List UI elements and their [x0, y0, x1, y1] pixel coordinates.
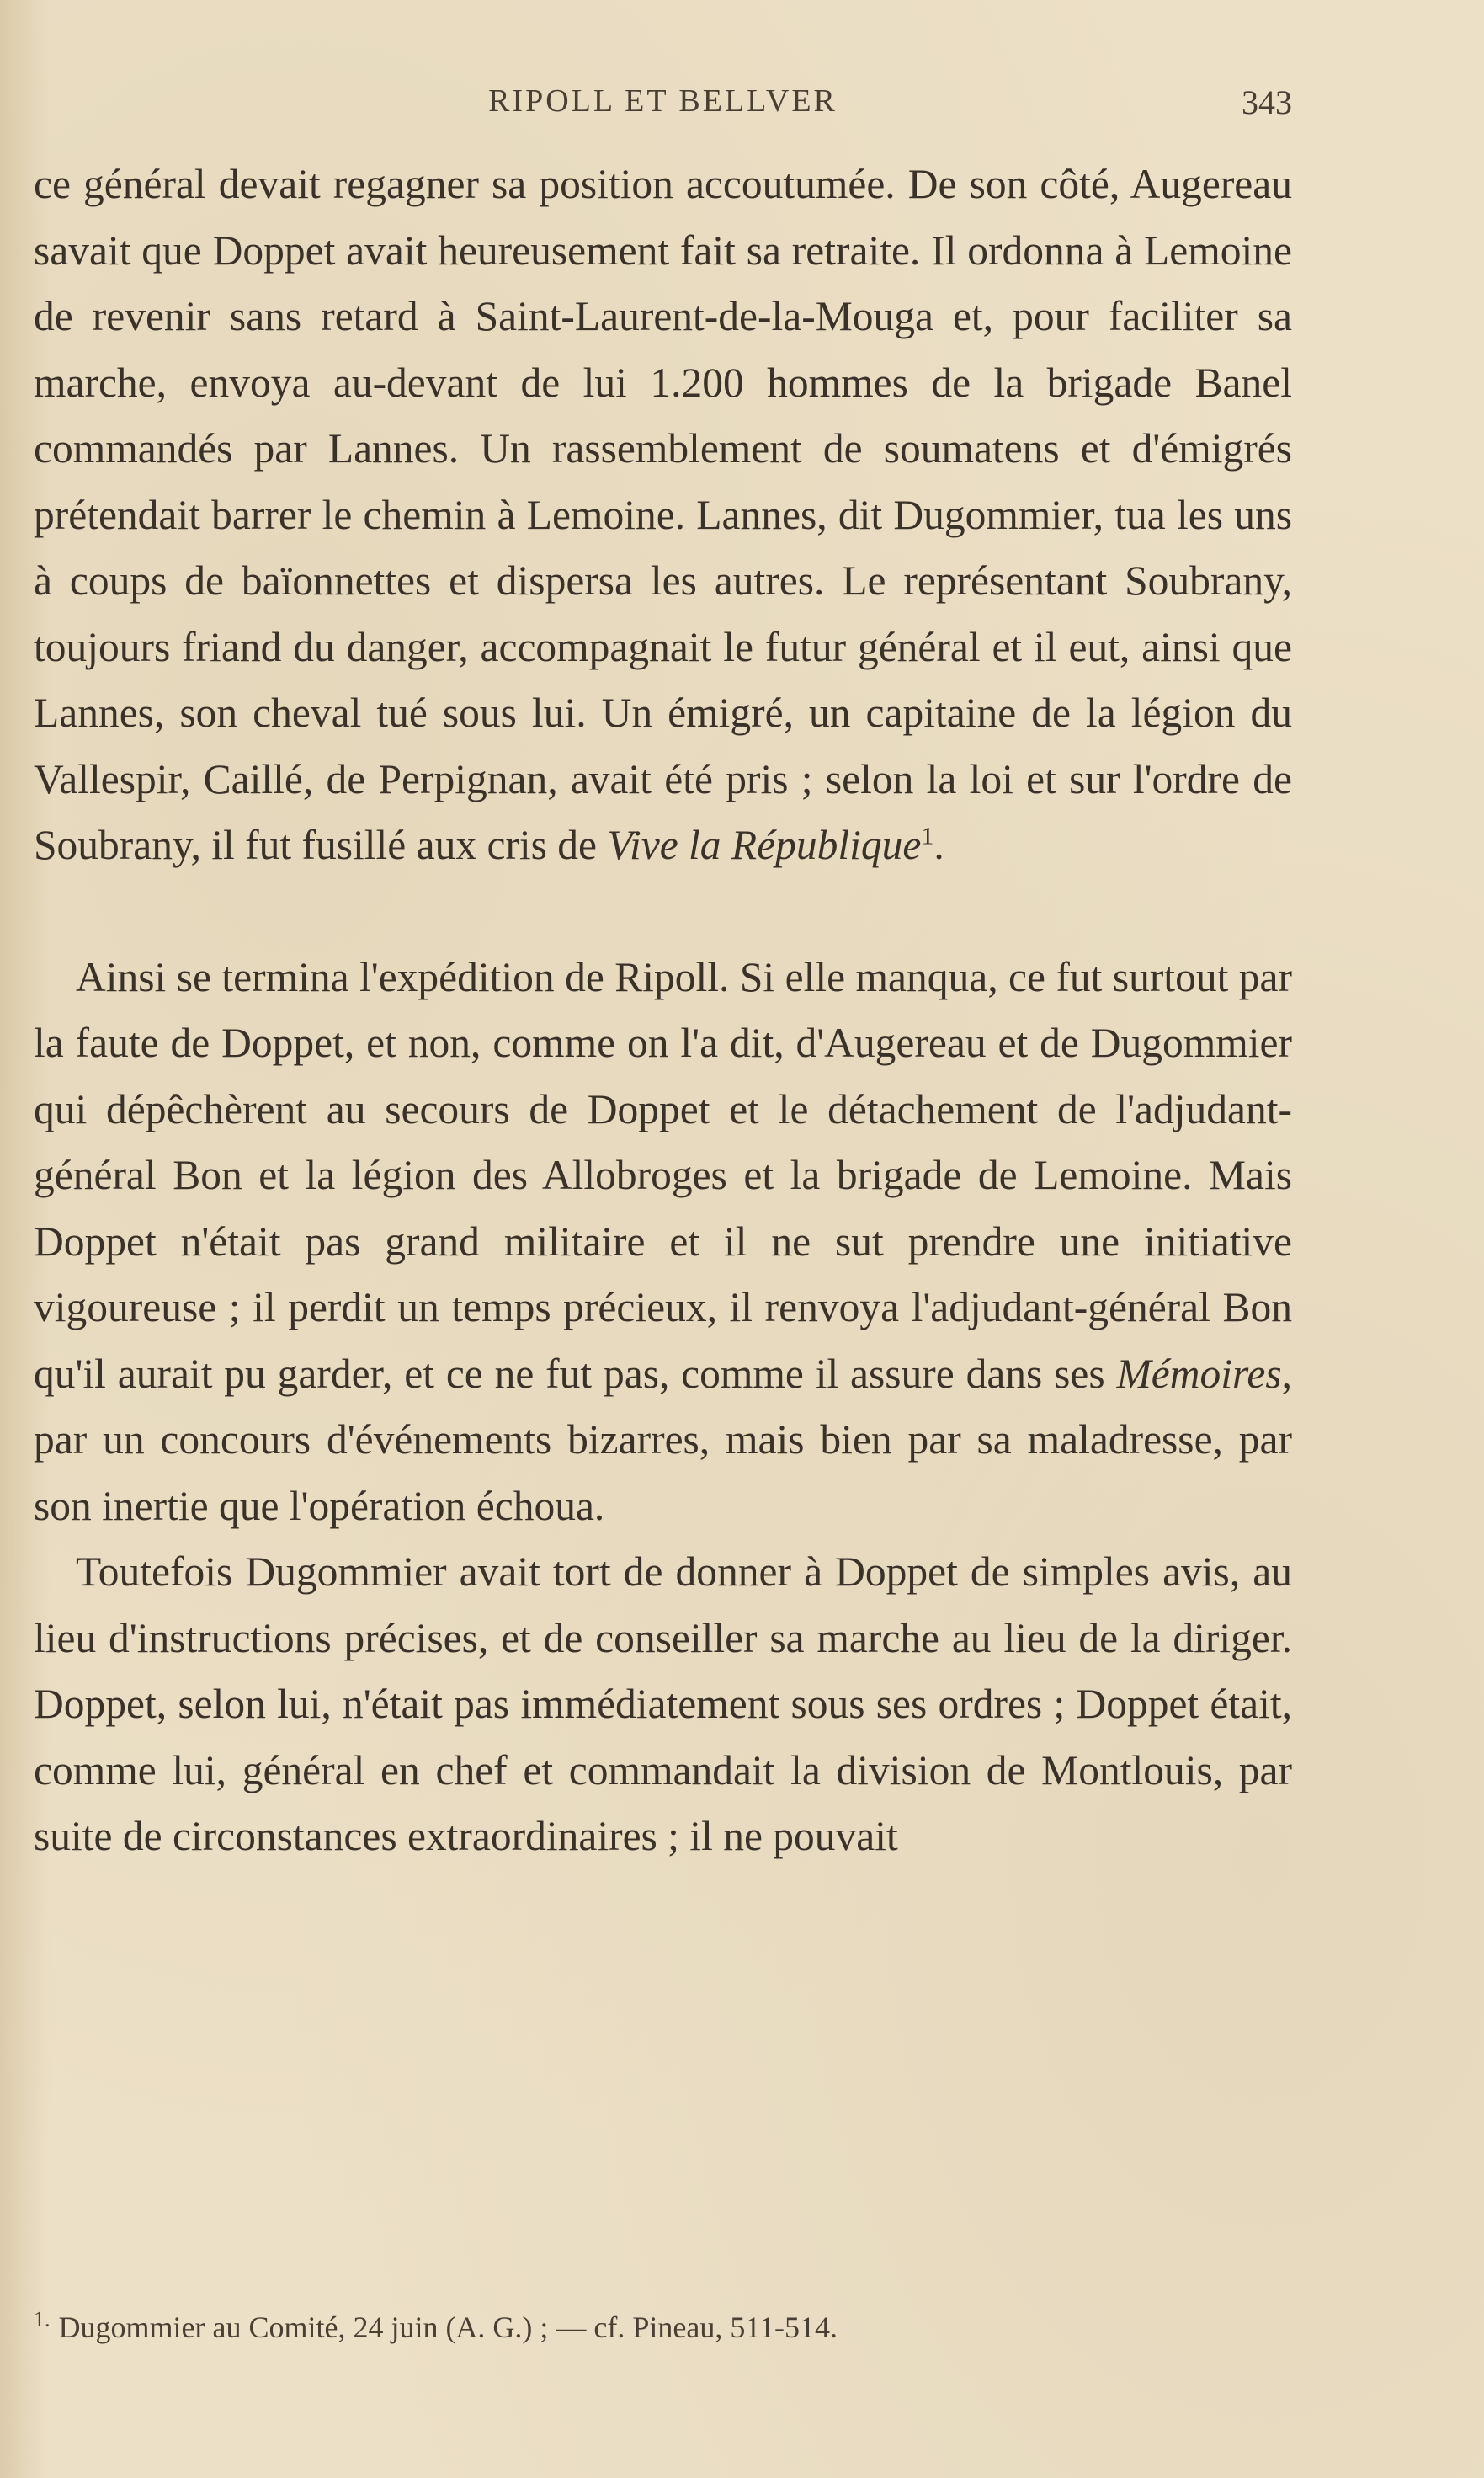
- paragraph-2: [34, 945, 1292, 1540]
- paragraph-2-text-a: Ainsi se termina l'expédition de Ripoll. Si elle manqua, ce fut surtout par la faute de Doppet, et non, comme on l'a dit, d'Augereau et de Dugommier qui dépêchèrent au secours de Doppet et le détachement de l'adjudant-général Bon et la légion des Allobroges et la brigade de Lemoine. Mais Doppet n'était pas grand militaire et il ne sut prendre une initiative vigoureuse ; il perdit un temps précieux, il renvoya l'adjudant-général Bon qu'il aurait pu garder, et ce ne fut pas, comme il assure dans ses: [34, 953, 1292, 1397]
- running-head: [34, 83, 1292, 133]
- footnote-number: 1.: [34, 2307, 51, 2331]
- footnote-text: Dugommier au Comité, 24 juin (A. G.) ; — cf. Pineau, 511-514.: [58, 2310, 838, 2344]
- paragraph-3-text: Toutefois Dugommier avait tort de donner à Doppet de simples avis, au lieu d'instructions précises, et de conseiller sa marche au lieu de la diriger. Doppet, selon lui, n'était pas immédiatement sous ses ordres ; Doppet était, comme lui, général en chef et commandait la division de Montlouis, par suite de circonstances extraordinaires ; il ne pouvait: [34, 1548, 1292, 1859]
- footnote-reference: 1: [921, 822, 934, 850]
- paragraph-2-text-b: , par un concours d'événements bizarres, mais bien par sa maladresse, par son inertie que l'opération échoua.: [34, 1350, 1292, 1529]
- footnote: [34, 2299, 1292, 2348]
- paragraph-1-text: ce général devait regagner sa position accoutumée. De son côté, Augereau savait que Doppet avait heureusement fait sa retraite. Il ordonna à Lemoine de revenir sans retard à Saint-Laurent-de-la-Mouga et, pour faciliter sa marche, envoya au-devant de lui 1.200 hommes de la brigade Banel commandés par Lannes. Un rassemblement de soumatens et d'émigrés prétendait barrer le chemin à Lemoine. Lannes, dit Dugommier, tua les uns à coups de baïonnettes et dispersa les autres. Le représentant Soubrany, toujours friand du danger, accompagnait le futur général et il eut, ainsi que Lannes, son cheval tué sous lui. Un émigré, un capitaine de la légion du Vallespir, Caillé, de Perpignan, avait été pris ; selon la loi et sur l'ordre de Soubrany, il fut fusillé aux cris de: [34, 161, 1292, 868]
- paragraph-1-italic: Vive la République: [607, 822, 922, 868]
- paragraph-3: [34, 1539, 1292, 1870]
- paragraph-2-italic: Mémoires: [1116, 1350, 1282, 1397]
- main-text: [34, 152, 1292, 1870]
- running-title: RIPOLL ET BELLVER: [488, 83, 838, 119]
- page-number: 343: [1242, 83, 1292, 121]
- paragraph-gap: [34, 879, 1292, 945]
- paragraph-1: [34, 152, 1292, 879]
- paragraph-1-tail: .: [933, 822, 944, 868]
